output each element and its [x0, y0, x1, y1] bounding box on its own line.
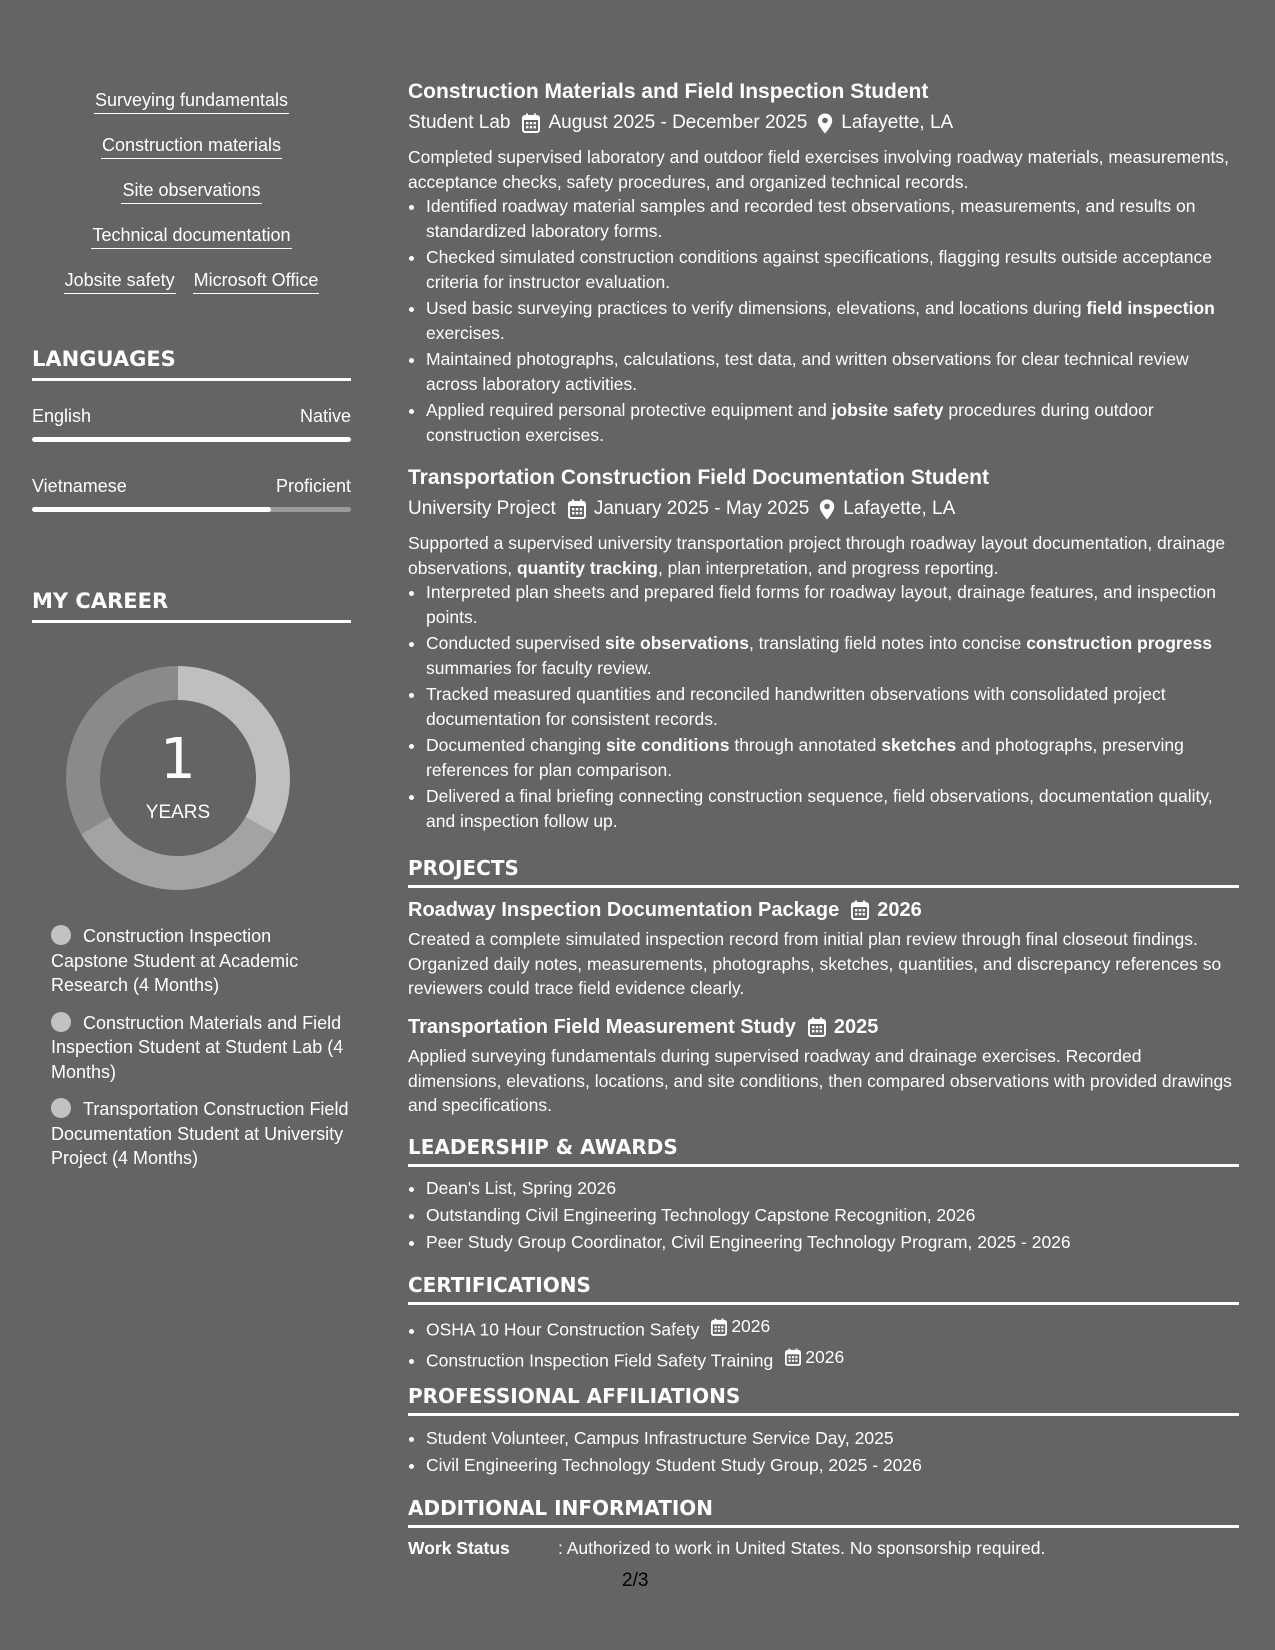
career-item	[51, 924, 351, 998]
skill-tag: Site observations	[121, 177, 261, 204]
languages-heading: LANGUAGES	[32, 346, 351, 381]
certifications-heading: CERTIFICATIONS	[408, 1272, 1239, 1305]
project-year: 2026	[877, 899, 922, 921]
career-heading: MY CAREER	[32, 588, 351, 623]
project-year: 2025	[833, 1016, 879, 1038]
text-run: Delivered a final briefing connecting construction sequence, field observations, documentation quality, and inspection follow up.	[426, 786, 1213, 831]
text-run: Maintained photographs, calculations, test data, and written observations for clear technical review across laboratory activities.	[426, 349, 1189, 394]
language-vietnamese	[32, 475, 351, 512]
certification-name: OSHA 10 Hour Construction Safety	[426, 1319, 700, 1340]
skill-tag: Construction materials	[101, 132, 282, 159]
language-level: Native	[299, 406, 351, 426]
highlight-text: site conditions	[605, 735, 730, 755]
job-title: Transportation Construction Field Documentation Student	[408, 466, 989, 489]
career-dot-icon	[51, 1098, 71, 1118]
text-run: procedures during outdoor construction exercises.	[426, 400, 1154, 445]
job-location: Lafayette, LA	[841, 112, 954, 133]
project-title-row	[408, 1014, 1239, 1040]
calendar-icon	[808, 1017, 826, 1037]
job-description	[408, 531, 1239, 580]
job-bullet	[426, 245, 1239, 294]
job-bullet	[426, 296, 1239, 345]
job-bullet	[426, 682, 1239, 731]
certification-year: 2026	[731, 1316, 771, 1336]
list-item: • Outstanding Civil Engineering Technology Capstone Recognition, 2026	[426, 1202, 1239, 1229]
career-total-unit: YEARS	[145, 802, 211, 823]
job-bullet	[426, 194, 1239, 243]
skills-list	[32, 87, 351, 312]
career-item	[51, 1097, 351, 1171]
language-proficiency-bar	[32, 507, 351, 512]
leadership-list	[408, 1175, 1239, 1256]
skill-row	[32, 87, 351, 132]
job-bullet	[426, 784, 1239, 833]
job-description: Completed supervised laboratory and outdoor field exercises involving roadway materials, measurements, acceptance checks, safety procedures, and organized technical records.	[408, 147, 1229, 192]
skill-tag: Surveying fundamentals	[94, 87, 289, 114]
calendar-icon	[522, 113, 540, 133]
certification-item	[426, 1313, 1239, 1344]
career-list	[51, 924, 351, 1184]
language-name: English	[32, 406, 92, 426]
leadership-items	[408, 1175, 1239, 1256]
certification-year-group	[699, 1313, 770, 1340]
text-run: Identified roadway material samples and recorded test observations, measurements, and results on standardized laboratory forms.	[426, 196, 1196, 241]
job-dates: January 2025 - May 2025	[593, 498, 810, 519]
skill-tag: Jobsite safety	[64, 267, 176, 294]
job-bullet	[426, 347, 1239, 396]
list-item: • Civil Engineering Technology Student Study Group, 2025 - 2026	[426, 1452, 1239, 1479]
certifications-items	[408, 1313, 1239, 1374]
highlight-text: field inspection	[1086, 298, 1215, 318]
experience-item	[408, 464, 1239, 835]
text-run: Applied required personal protective equipment and	[426, 400, 832, 420]
list-item: • Student Volunteer, Campus Infrastructure Service Day, 2025	[426, 1425, 1239, 1452]
text-run: Tracked measured quantities and reconciled handwritten observations with consolidated project documentation for consistent records.	[426, 684, 1166, 729]
page-number: 2/3	[622, 1570, 649, 1591]
career-item	[51, 1011, 351, 1085]
work-status-label: Work Status	[408, 1538, 510, 1558]
career-item-text: Construction Materials and Field Inspection Student at Student Lab (4 Months)	[51, 1012, 344, 1082]
job-organization: University Project	[408, 498, 556, 519]
certification-year: 2026	[805, 1346, 845, 1367]
skill-row	[32, 177, 351, 222]
highlight-text: quantity tracking	[516, 557, 658, 578]
project-description: Created a complete simulated inspection record from initial plan review through final closeout findings. Organized daily notes, measurements, photographs, sketches, quantities, and discrepancy references so reviewers could trace field evidence clearly.	[408, 929, 1222, 998]
career-item-text: Construction Inspection Capstone Student at Academic Research (4 Months)	[51, 926, 299, 995]
skill-row	[32, 132, 351, 177]
language-proficiency-fill	[32, 507, 271, 512]
additional-info-heading: ADDITIONAL INFORMATION	[408, 1495, 1239, 1528]
career-dot-icon	[51, 1012, 71, 1032]
affiliations-list	[408, 1425, 1239, 1479]
skill-tag: Technical documentation	[91, 222, 291, 249]
job-bullet	[426, 398, 1239, 447]
career-segment	[81, 817, 275, 890]
leadership-heading: LEADERSHIP & AWARDS	[408, 1134, 1239, 1167]
highlight-text: construction progress	[1026, 633, 1212, 653]
highlight-text: jobsite safety	[831, 400, 944, 420]
location-pin-icon	[819, 499, 835, 520]
text-run: Documented changing	[426, 735, 606, 755]
job-bullets	[408, 194, 1239, 447]
text-run: Checked simulated construction conditions against specifications, flagging results outside acceptance criteria for instructor evaluation.	[426, 247, 1213, 292]
project-title: Roadway Inspection Documentation Package	[408, 899, 840, 921]
job-title: Construction Materials and Field Inspection Student	[408, 80, 929, 103]
job-bullet	[426, 580, 1239, 629]
certification-item	[426, 1344, 1239, 1375]
project-item	[408, 1014, 1239, 1118]
job-meta	[408, 495, 1239, 523]
text-run: Conducted supervised	[426, 633, 605, 653]
text-run: Supported a supervised university transportation project through roadway layout documentation, drainage observations,	[408, 533, 1226, 578]
text-run: , translating field notes into concise	[748, 633, 1027, 653]
calendar-icon	[568, 499, 586, 519]
list-item: • Dean's List, Spring 2026	[426, 1175, 1239, 1202]
experience-item	[408, 78, 1239, 449]
text-run: Interpreted plan sheets and prepared field forms for roadway layout, drainage features, and inspection points.	[426, 582, 1216, 627]
job-location: Lafayette, LA	[843, 498, 956, 519]
project-item	[408, 897, 1239, 1001]
affiliations-heading: PROFESSIONAL AFFILIATIONS	[408, 1383, 1239, 1416]
language-level: Proficient	[275, 476, 351, 496]
certification-year-group	[773, 1344, 844, 1371]
language-english	[32, 405, 351, 442]
skill-row	[32, 267, 351, 312]
skill-row	[32, 222, 351, 267]
language-proficiency-bar	[32, 437, 351, 442]
certifications-list	[408, 1313, 1239, 1374]
calendar-icon	[851, 900, 869, 920]
career-total-value: 1	[160, 727, 196, 792]
job-bullet	[426, 631, 1239, 680]
calendar-icon	[785, 1348, 801, 1366]
highlight-text: site observations	[605, 633, 749, 653]
job-meta	[408, 109, 1239, 137]
job-organization: Student Lab	[408, 112, 511, 133]
text-run: , plan interpretation, and progress reporting.	[657, 557, 999, 578]
job-dates: August 2025 - December 2025	[548, 112, 808, 133]
language-proficiency-fill	[32, 437, 351, 442]
certification-name: Construction Inspection Field Safety Training	[426, 1350, 774, 1370]
project-title-row	[408, 897, 1239, 923]
job-bullets	[408, 580, 1239, 833]
text-run: and photographs, preserving references for plan comparison.	[426, 735, 1184, 780]
affiliations-items	[408, 1425, 1239, 1479]
career-item-text: Transportation Construction Field Documentation Student at University Project (4 Months)	[51, 1099, 349, 1168]
projects-heading: PROJECTS	[408, 855, 1239, 888]
text-run: Used basic surveying practices to verify dimensions, elevations, and locations during	[426, 298, 1087, 318]
work-status	[408, 1536, 1045, 1560]
project-description: Applied surveying fundamentals during supervised roadway and drainage exercises. Recorded dimensions, elevations, locations, and site conditions, then compared observations with provided drawings and specifications.	[408, 1046, 1232, 1115]
list-item: • Peer Study Group Coordinator, Civil Engineering Technology Program, 2025 - 2026	[426, 1229, 1239, 1256]
career-donut-chart	[66, 666, 290, 890]
work-status-value: : Authorized to work in United States. No sponsorship required.	[558, 1538, 1046, 1558]
language-name: Vietnamese	[32, 476, 127, 496]
highlight-text: sketches	[881, 735, 957, 755]
job-bullet	[426, 733, 1239, 782]
skill-tag: Microsoft Office	[193, 267, 320, 294]
project-title: Transportation Field Measurement Study	[408, 1016, 796, 1038]
text-run: exercises.	[426, 322, 505, 343]
text-run: through annotated	[729, 735, 882, 755]
calendar-icon	[711, 1318, 727, 1336]
location-pin-icon	[817, 113, 833, 134]
text-run: summaries for faculty review.	[426, 657, 652, 678]
career-dot-icon	[51, 925, 71, 945]
